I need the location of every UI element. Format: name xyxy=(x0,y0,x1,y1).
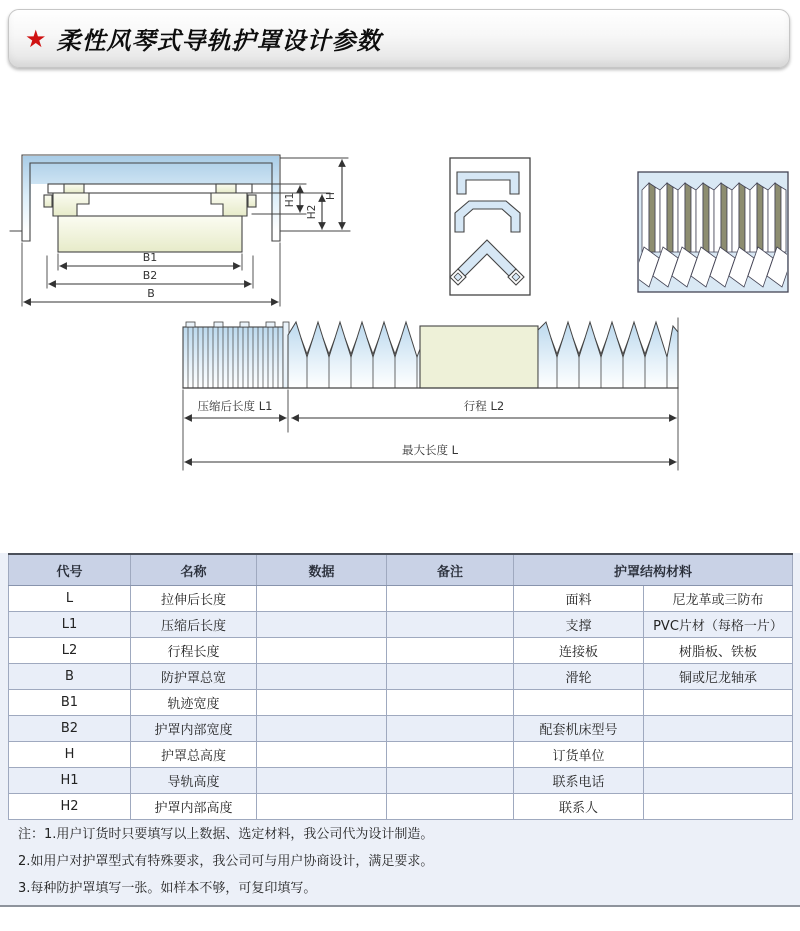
table-cell: 滑轮 xyxy=(514,664,644,690)
table-cell: 防护罩总宽 xyxy=(131,664,257,690)
table-cell xyxy=(387,716,514,742)
table-cell: 支撑 xyxy=(514,612,644,638)
dim-label-b1: B1 xyxy=(142,251,158,264)
table-cell: 护罩总高度 xyxy=(131,742,257,768)
header-code: 代号 xyxy=(9,554,131,586)
table-cell: B1 xyxy=(9,690,131,716)
table-cell: L xyxy=(9,586,131,612)
notes xyxy=(18,821,778,902)
spec-panel xyxy=(0,553,800,906)
dim-label-h: H xyxy=(325,192,337,200)
table-cell: 轨迹宽度 xyxy=(131,690,257,716)
table-cell xyxy=(644,742,793,768)
dim-label-h2: H2 xyxy=(306,204,318,220)
table-cell: PVC片材（每格一片） xyxy=(644,612,793,638)
table-cell: H1 xyxy=(9,768,131,794)
note-line-1: 注：1.用户订货时只要填写以上数据、选定材料，我公司代为设计制造。 xyxy=(18,827,434,842)
table-cell xyxy=(644,794,793,820)
table-cell: 订货单位 xyxy=(514,742,644,768)
table-cell: 压缩后长度 xyxy=(131,612,257,638)
table-cell: 联系电话 xyxy=(514,768,644,794)
cross-section-diagram xyxy=(10,155,350,306)
table-cell: L1 xyxy=(9,612,131,638)
table-cell: 面料 xyxy=(514,586,644,612)
vertical-folds xyxy=(642,183,786,252)
table-cell: 树脂板、铁板 xyxy=(644,638,793,664)
table-row xyxy=(9,612,793,638)
table-row xyxy=(9,768,793,794)
table-cell xyxy=(514,690,644,716)
fold-pattern-diagram xyxy=(634,172,792,292)
table-cell: 行程长度 xyxy=(131,638,257,664)
header-name: 名称 xyxy=(131,554,257,586)
table-cell xyxy=(257,794,387,820)
table-cell: 护罩内部高度 xyxy=(131,794,257,820)
table-cell: 配套机床型号 xyxy=(514,716,644,742)
header-remark: 备注 xyxy=(387,554,514,586)
dim-label-h1: H1 xyxy=(284,192,296,208)
table-cell xyxy=(644,768,793,794)
table-cell: B2 xyxy=(9,716,131,742)
table-cell: 尼龙革或三防布 xyxy=(644,586,793,612)
dim-label-l2: 行程 L2 xyxy=(463,399,505,413)
table-row xyxy=(9,690,793,716)
table-row xyxy=(9,664,793,690)
table-cell xyxy=(257,690,387,716)
note-line-3: 3.每种防护罩填写一张。如样本不够，可复印填写。 xyxy=(18,881,317,896)
dim-label-b: B xyxy=(147,287,155,300)
table-cell xyxy=(387,664,514,690)
spec-table xyxy=(8,553,793,820)
table-cell xyxy=(257,664,387,690)
table-cell: 铜或尼龙轴承 xyxy=(644,664,793,690)
profile-shapes-diagram xyxy=(450,158,530,295)
table-cell xyxy=(387,768,514,794)
table-body xyxy=(9,586,793,820)
table-cell xyxy=(387,612,514,638)
table-cell: 护罩内部宽度 xyxy=(131,716,257,742)
page-title: 柔性风琴式导轨护罩设计参数 xyxy=(56,27,382,55)
table-cell xyxy=(644,716,793,742)
table-row xyxy=(9,716,793,742)
table-cell xyxy=(387,794,514,820)
dim-label-l: 最大长度 L xyxy=(401,443,459,457)
dim-label-l1: 压缩后长度 L1 xyxy=(197,399,273,413)
table-cell xyxy=(257,716,387,742)
header-material: 护罩结构材料 xyxy=(514,554,793,586)
table-cell xyxy=(387,690,514,716)
dim-label-b2: B2 xyxy=(142,269,158,282)
table-cell: 连接板 xyxy=(514,638,644,664)
table-row xyxy=(9,638,793,664)
table-cell xyxy=(387,638,514,664)
table-row xyxy=(9,586,793,612)
table-cell: H xyxy=(9,742,131,768)
table-cell xyxy=(257,742,387,768)
table-cell xyxy=(257,612,387,638)
note-line-2: 2.如用户对护罩型式有特殊要求，我公司可与用户协商设计，满足要求。 xyxy=(18,854,434,869)
table-cell xyxy=(387,586,514,612)
table-cell xyxy=(257,768,387,794)
bellows-length-diagram xyxy=(183,318,678,470)
table-cell xyxy=(644,690,793,716)
table-cell: L2 xyxy=(9,638,131,664)
table-cell: B xyxy=(9,664,131,690)
table-cell xyxy=(387,742,514,768)
table-cell xyxy=(257,586,387,612)
table-cell: H2 xyxy=(9,794,131,820)
table-header-row xyxy=(9,554,793,586)
bottom-divider xyxy=(0,905,800,907)
table-row xyxy=(9,794,793,820)
table-cell xyxy=(257,638,387,664)
table-cell: 导轨高度 xyxy=(131,768,257,794)
table-cell: 拉伸后长度 xyxy=(131,586,257,612)
table-row xyxy=(9,742,793,768)
star-icon: ★ xyxy=(25,24,47,53)
header-data: 数据 xyxy=(257,554,387,586)
table-cell: 联系人 xyxy=(514,794,644,820)
